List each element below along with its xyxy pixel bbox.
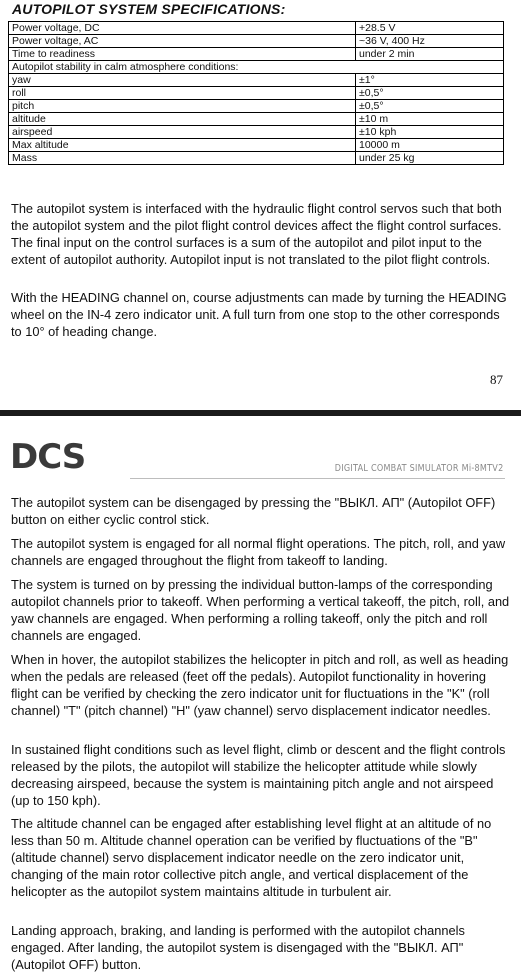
spec-label: pitch <box>9 100 356 113</box>
spec-label: yaw <box>9 74 356 87</box>
spec-value: +28.5 V <box>356 22 504 35</box>
table-row <box>9 74 504 87</box>
body-paragraph: The system is turned on by pressing the individual button-lamps of the corresponding autopilot channels prior to takeoff. When performing a vertical takeoff, the pitch, roll, and yaw channels are engaged. When performing a rolling takeoff, only the pitch and roll channels are engaged. <box>11 577 510 643</box>
spec-label: airspeed <box>9 126 356 139</box>
spec-table <box>8 21 504 165</box>
spec-value: ±10 m <box>356 113 504 126</box>
page-number: 87 <box>490 372 503 387</box>
spec-value: under 25 kg <box>356 152 504 165</box>
section-title: AUTOPILOT SYSTEM SPECIFICATIONS: <box>12 1 286 17</box>
spec-value: ±0,5° <box>356 87 504 100</box>
table-row <box>9 152 504 165</box>
header-subtitle: DIGITAL COMBAT SIMULATOR Mi-8MTV2 <box>334 463 503 474</box>
spec-value: ±0,5° <box>356 100 504 113</box>
body-paragraph: The autopilot system is interfaced with the hydraulic flight control servos such that both the autopilot system and the pilot flight control devices affect the flight control surfaces. The final input on the control surfaces is a sum of the autopilot and pilot input to the extent of autopilot authority. Autopilot input is not translated to the pilot flight controls. <box>11 201 502 267</box>
spec-label: altitude <box>9 113 356 126</box>
table-row <box>9 48 504 61</box>
spec-value: ~36 V, 400 Hz <box>356 35 504 48</box>
spec-value: ±10 kph <box>356 126 504 139</box>
body-paragraph: In sustained flight conditions such as level flight, climb or descent and the flight controls released by the pilots, the autopilot will stabilize the helicopter attitude while slowly decreasing airspeed, because the system is maintaining pitch angle and not airspeed (up to 150 kph). <box>11 742 506 808</box>
spec-label: Time to readiness <box>9 48 356 61</box>
spec-value: under 2 min <box>356 48 504 61</box>
table-row <box>9 35 504 48</box>
table-row <box>9 61 504 74</box>
body-paragraph: The autopilot system is engaged for all normal flight operations. The pitch, roll, and yaw channels are engaged throughout the flight from takeoff to landing. <box>11 536 506 568</box>
spec-label: Autopilot stability in calm atmosphere conditions: <box>9 61 504 74</box>
table-row <box>9 139 504 152</box>
spec-label: Max altitude <box>9 139 356 152</box>
body-paragraph: The altitude channel can be engaged after establishing level flight at an altitude of no less than 50 m. Altitude channel operation can be verified by fluctuations of the "B" (altitude channel) servo displacement indicator needle on the zero indicator unit, changing of the main rotor collective pitch angle, and vertical displacement of the helicopter as the autopilot system maintains altitude in turbulent air. <box>11 816 492 899</box>
body-paragraph: With the HEADING channel on, course adjustments can made by turning the HEADING wheel on the IN-4 zero indicator unit. A full turn from one stop to the other corresponds to 10° of heading change. <box>11 290 507 339</box>
page-divider <box>0 410 521 416</box>
body-paragraph: Landing approach, braking, and landing is performed with the autopilot channels engaged. After landing, the autopilot system is disengaged with the "ВЫКЛ. АП" (Autopilot OFF) button. <box>11 923 465 972</box>
spec-label: Power voltage, DC <box>9 22 356 35</box>
table-row <box>9 113 504 126</box>
spec-value: 10000 m <box>356 139 504 152</box>
dcs-logo <box>10 441 92 476</box>
body-paragraph: The autopilot system can be disengaged by pressing the "ВЫКЛ. АП" (Autopilot OFF) button on either cyclic control stick. <box>11 495 496 527</box>
svg-text:DCS: DCS <box>10 441 86 471</box>
spec-value: ±1° <box>356 74 504 87</box>
spec-label: Power voltage, AC <box>9 35 356 48</box>
table-row <box>9 22 504 35</box>
body-paragraph: When in hover, the autopilot stabilizes the helicopter in pitch and roll, as well as heading when the pedals are released (feet off the pedals). Autopilot functionality in hovering flight can be verified by checking the zero indicator unit for fluctuations in the "K" (roll channel) "T" (pitch channel) "H" (yaw channel) servo displacement indicator needles. <box>11 652 509 718</box>
spec-label: Mass <box>9 152 356 165</box>
table-row <box>9 100 504 113</box>
header-rule <box>130 478 505 479</box>
table-row <box>9 87 504 100</box>
table-row <box>9 126 504 139</box>
spec-label: roll <box>9 87 356 100</box>
